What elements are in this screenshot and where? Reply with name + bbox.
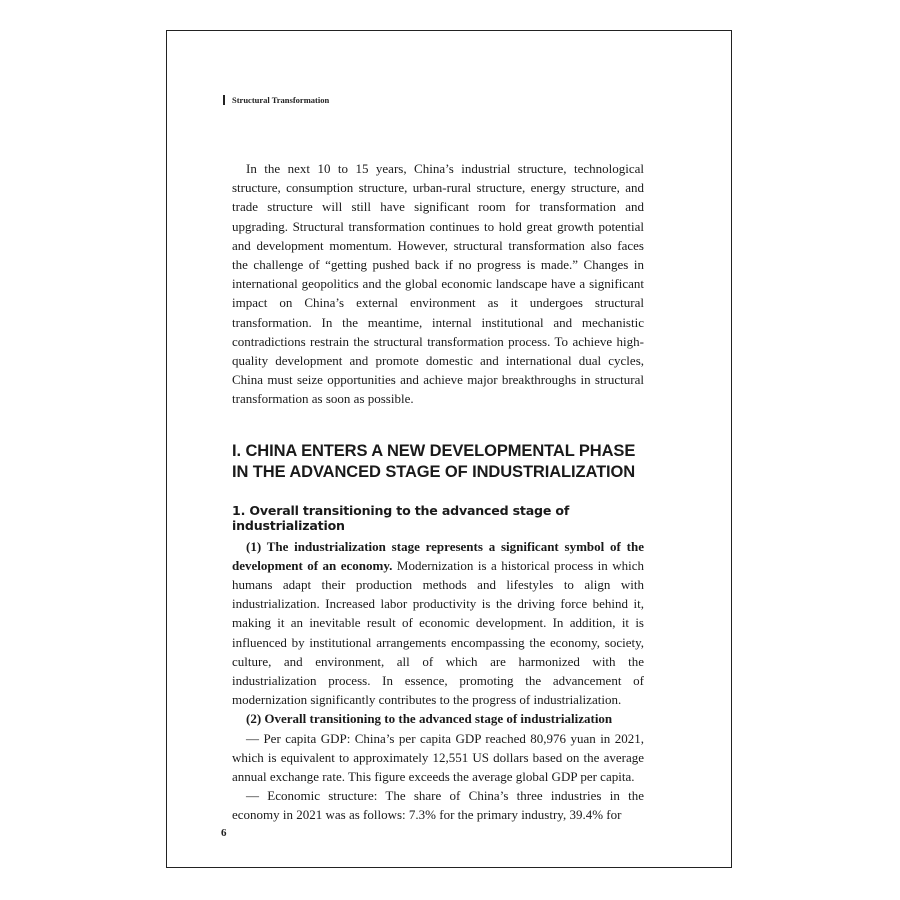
subheading: 1. Overall transitioning to the advanced stage of industrialization (232, 502, 570, 533)
running-header (223, 95, 329, 105)
gdp-paragraph: — Per capita GDP: China’s per capita GDP reached 80,976 yuan in 2021, which is equivalent to approximately 12,551 US dollars based on the average annual exchange rate. This figure exceeds the average global GDP per capita. (232, 730, 644, 785)
economic-structure-paragraph: — Economic structure: The share of China’s three industries in the economy in 2021 was as follows: 7.3% for the primary industry, 39.4% for (232, 788, 644, 823)
point-1-text: Modernization is a historical process in which humans adapt their production methods and lifestyles to align with industrialization. Increased labor productivity is the driving force behind it, making it an inevitable result of economic development. In addition, it is influenced by institutional arrangements encompassing the economy, society, culture, and environment, all of which are harmonized with the industrialization process. In essence, promoting the advancement of modernization significantly contributes to the progress of industrialization. (232, 557, 644, 708)
point-1-lead: (1) The industrialization stage represents a significant symbol of the development of an economy. (232, 538, 644, 573)
page-number: 6 (221, 827, 227, 839)
point-1-paragraph (232, 537, 644, 710)
page-body (232, 159, 644, 825)
section-heading: I. CHINA ENTERS A NEW DEVELOPMENTAL PHASE IN THE ADVANCED STAGE OF INDUSTRIALIZATION (232, 441, 636, 481)
header-rule (223, 95, 225, 105)
point-2-lead: (2) Overall transitioning to the advanced stage of industrialization (246, 711, 613, 727)
running-header-text: Structural Transformation (232, 95, 330, 105)
point-2-paragraph (232, 709, 644, 728)
book-page (166, 30, 732, 868)
intro-paragraph: In the next 10 to 15 years, China’s industrial structure, technological structure, consumption structure, urban-rural structure, energy structure, and trade structure will still have significant room for transformation and upgrading. Structural transformation continues to hold great growth potential and development momentum. However, structural transformation also faces the challenge of “getting pushed back if no progress is made.” Changes in international geopolitics and the global economic landscape have a significant impact on China’s external environment as it undergoes structural transformation. In the meantime, internal institutional and mechanistic contradictions restrain the structural transformation process. To achieve high-quality development and promote domestic and international dual cycles, China must seize opportunities and achieve major breakthroughs in structural transformation as soon as possible. (232, 161, 644, 407)
